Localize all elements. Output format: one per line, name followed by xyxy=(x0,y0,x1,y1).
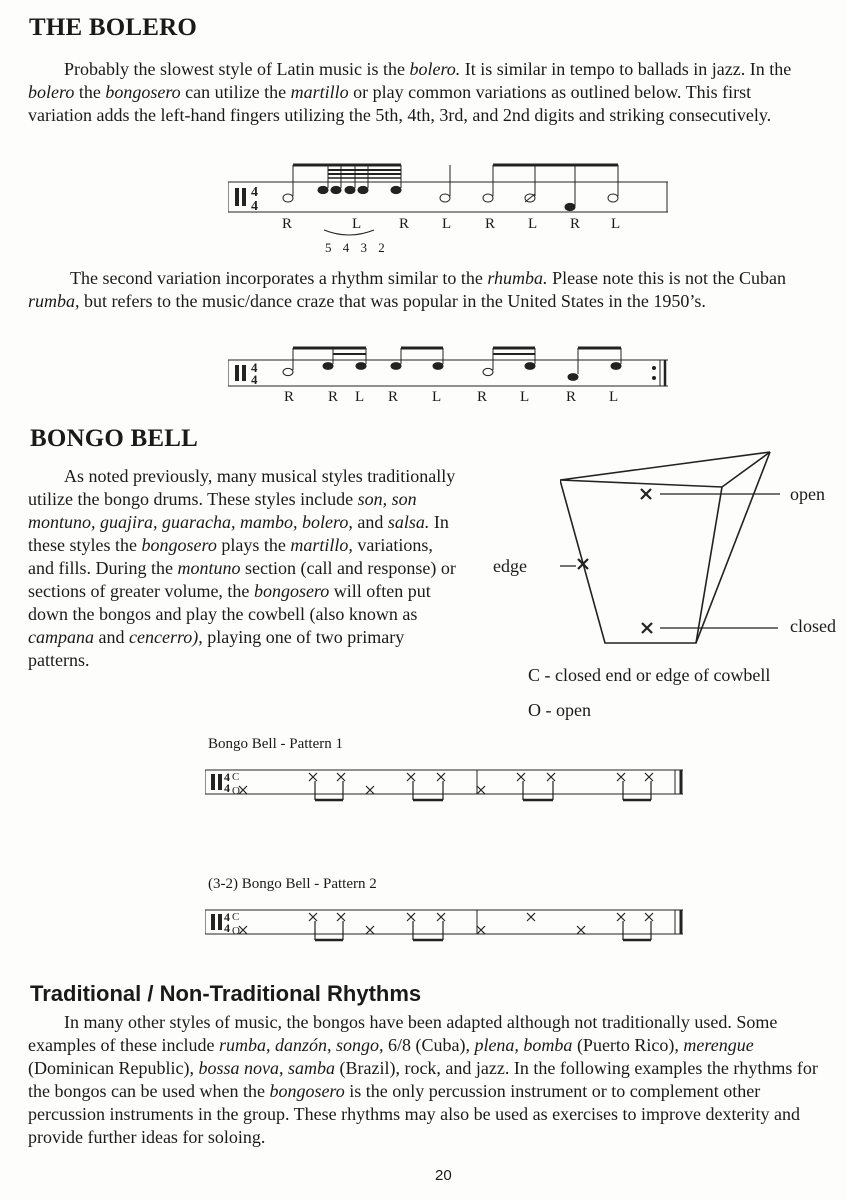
legend-closed: C - closed end or edge of cowbell xyxy=(528,665,771,685)
text-run: In these styles the xyxy=(28,512,449,555)
text-run: is the only percussion instrument or to complement other percussion instruments in the group. These rhythms may also be used as exercises to improve dexterity and provide further ideas for soloing. xyxy=(28,1081,800,1147)
section-title-traditional: Traditional / Non-Traditional Rhythms xyxy=(30,981,422,1006)
text-run: It is similar in tempo to ballads in jazz. In the xyxy=(460,59,792,79)
text-run: In many other styles of music, the bongos have been adapted although not traditionally used. Some examples of these include xyxy=(28,1012,778,1055)
traditional-paragraph xyxy=(28,1011,818,1149)
text-run: Please note this is not the Cuban xyxy=(547,268,787,288)
sticking-note: L xyxy=(355,389,365,405)
text-run: (Dominican Republic), xyxy=(28,1058,199,1078)
text-run: and xyxy=(352,512,388,532)
closed-mark xyxy=(642,623,652,633)
text-run: As noted previously, many musical styles traditionally utilize the bongo drums. These styles include xyxy=(28,466,456,509)
bongo-bell-paragraph xyxy=(28,465,458,672)
sticking-note: R xyxy=(485,216,496,232)
sticking-note: R xyxy=(477,389,488,405)
svg-text:O: O xyxy=(232,925,240,937)
text-run: and xyxy=(94,627,129,647)
text-run: but refers to the music/dance craze that was popular in the United States in the 1950’s. xyxy=(79,291,706,311)
italic-term: merengue xyxy=(683,1035,754,1055)
svg-text:C: C xyxy=(232,771,240,783)
text-run: the xyxy=(74,82,106,102)
pattern-2-title: (3-2) Bongo Bell - Pattern 2 xyxy=(208,876,377,892)
svg-text:4: 4 xyxy=(224,770,230,784)
sticking-note: R xyxy=(284,389,295,405)
italic-term: campana xyxy=(28,627,94,647)
svg-text:4: 4 xyxy=(251,372,258,387)
italic-term: martillo, xyxy=(290,535,353,555)
svg-text:C: C xyxy=(232,911,240,923)
italic-term: rumba, xyxy=(28,291,80,311)
italic-term: son, son montuno, guajira, guaracha, mambo, bolero, xyxy=(28,489,417,532)
svg-text:4: 4 xyxy=(251,360,258,375)
sticking-note: L xyxy=(520,389,530,405)
italic-term: plena, bomba xyxy=(474,1035,573,1055)
italic-term: cencerro), xyxy=(129,627,203,647)
svg-text:4: 4 xyxy=(224,921,230,935)
finger-numbers: 5 4 3 2 xyxy=(325,240,389,255)
page-number: 20 xyxy=(435,1167,452,1184)
italic-term: bongosero xyxy=(105,82,181,102)
text-run: variations, and fills. During the xyxy=(28,535,433,578)
svg-text:4: 4 xyxy=(251,199,258,214)
sticking-note: L xyxy=(528,216,538,232)
text-run: Probably the slowest style of Latin music is the xyxy=(64,59,410,79)
section-title-bongo-bell: BONGO BELL xyxy=(30,425,199,452)
sticking-note: L xyxy=(611,216,621,232)
sticking-note: R xyxy=(282,216,293,232)
italic-term: montuno xyxy=(177,558,241,578)
italic-term: bolero xyxy=(28,82,75,102)
italic-term: martillo xyxy=(290,82,349,102)
italic-term: salsa. xyxy=(387,512,430,532)
bolero-paragraph-2 xyxy=(28,267,818,313)
svg-text:O: O xyxy=(232,785,240,797)
text-run: will often put down the bongos and play the cowbell (also known as xyxy=(28,581,431,624)
text-run: can utilize the xyxy=(180,82,291,102)
sticking-note: R xyxy=(388,389,399,405)
bolero-variation-1-staff xyxy=(228,156,668,256)
text-run: (Puerto Rico), xyxy=(572,1035,684,1055)
italic-term: bossa nova, samba xyxy=(198,1058,335,1078)
italic-term: rumba, danzón, songo, xyxy=(218,1035,384,1055)
pattern-1-title: Bongo Bell - Pattern 1 xyxy=(208,736,343,752)
text-run: plays the xyxy=(216,535,291,555)
svg-text:4: 4 xyxy=(224,910,230,924)
sticking-note: L xyxy=(432,389,442,405)
legend-open: O - open xyxy=(528,700,591,720)
italic-term: rhumba. xyxy=(487,268,548,288)
text-run: or play common variations as outlined below. This first variation adds the left-hand fingers utilizing the 5th, 4th, 3rd, and 2nd digits and striking consecutively. xyxy=(28,82,772,125)
italic-term: bolero. xyxy=(409,59,461,79)
sticking-note: L xyxy=(609,389,619,405)
text-run: section (call and response) or sections of greater volume, the xyxy=(28,558,456,601)
text-run: (Brazil), rock, and jazz. In the following examples the rhythms for the bongos can be used when the xyxy=(28,1058,818,1101)
svg-text:4: 4 xyxy=(224,781,230,795)
sticking-note: R xyxy=(570,216,581,232)
cowbell-label-edge: edge xyxy=(493,556,527,576)
bolero-paragraph-1 xyxy=(28,58,818,127)
sticking-note: R xyxy=(566,389,577,405)
bongo-bell-pattern-2-staff xyxy=(205,900,685,950)
sticking-note: R xyxy=(399,216,410,232)
sticking-note: L xyxy=(442,216,452,232)
section-title-bolero: THE BOLERO xyxy=(29,14,198,41)
sticking-note: L xyxy=(352,216,362,232)
open-mark xyxy=(641,489,651,499)
cowbell-label-open: open xyxy=(790,484,825,504)
text-run: 6/8 (Cuba), xyxy=(383,1035,475,1055)
text-run: playing one of two primary patterns. xyxy=(28,627,405,670)
svg-text:4: 4 xyxy=(251,185,258,200)
italic-term: bongosero xyxy=(269,1081,345,1101)
italic-term: bongosero xyxy=(141,535,217,555)
cowbell-label-closed: closed xyxy=(790,616,836,636)
text-run: The second variation incorporates a rhythm similar to the xyxy=(70,268,488,288)
bongo-bell-pattern-1-staff xyxy=(205,760,685,810)
sticking-note: R xyxy=(328,389,339,405)
italic-term: bongosero xyxy=(253,581,330,601)
